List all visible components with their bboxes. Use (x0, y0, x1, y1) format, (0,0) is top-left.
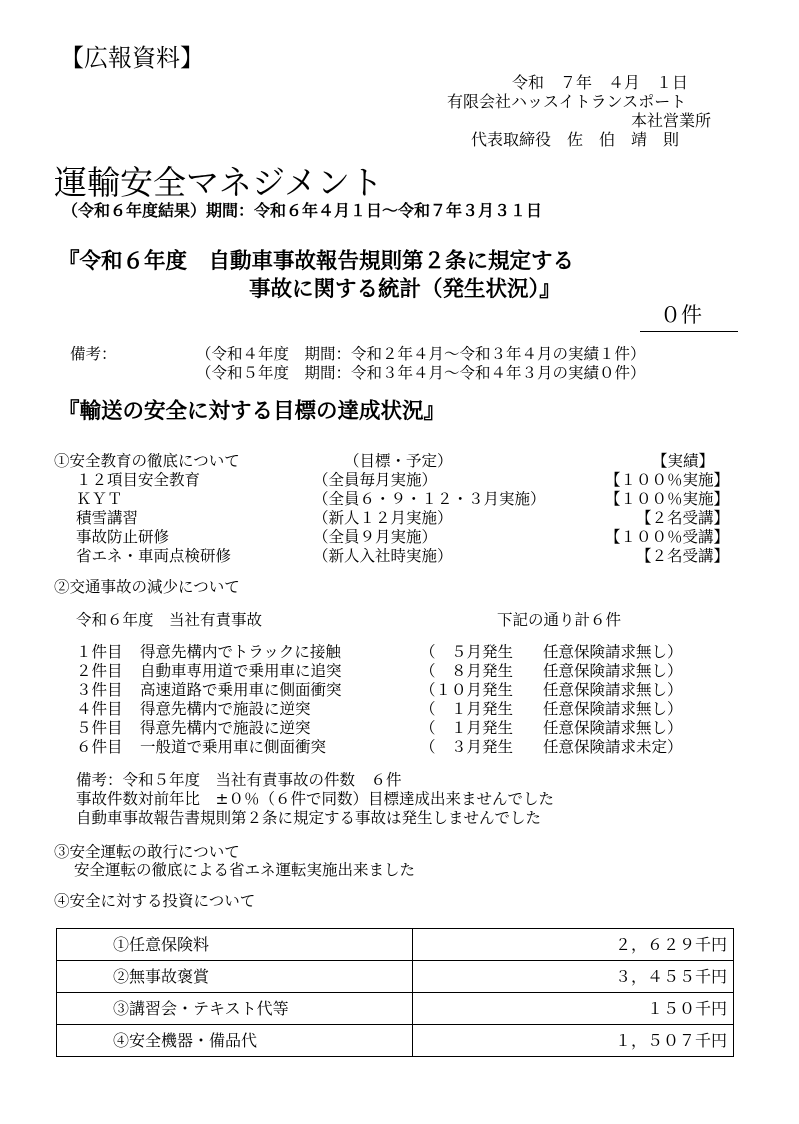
office-name: 本社営業所 (631, 111, 712, 130)
accident-month: （ ３月発生 (420, 738, 514, 756)
accident-no: ４件目 (76, 700, 123, 718)
table-row (57, 1025, 734, 1057)
investment-amount: １，５０７千円 (413, 1025, 734, 1057)
investment-table (56, 928, 734, 1057)
accident-insurance: 任意保険請求無し） (543, 681, 683, 699)
accident-desc: 得意先構内でトラックに接触 (140, 643, 341, 661)
accident-no: ３件目 (76, 681, 123, 699)
accident-no: １件目 (76, 643, 123, 661)
period-line: （令和６年度結果）期間：令和６年４月１日～令和７年３月３１日 (62, 201, 543, 220)
section1-plan-header: （目標・予定） (344, 452, 453, 470)
training-result: 【２名受講】 (635, 509, 729, 527)
training-result: 【１００％受講】 (604, 528, 729, 546)
accident-month: （ ８月発生 (420, 662, 514, 680)
accident-insurance: 任意保険請求無し） (543, 643, 683, 661)
accident-desc: 高速道路で乗用車に側面衝突 (140, 681, 342, 699)
accident-desc: 得意先構内で施設に逆突 (140, 700, 311, 718)
accident-note: 事故件数対前年比 ±０％（６件で同数）目標達成出来ませんでした (76, 790, 554, 808)
stats-heading-line1: 『令和６年度 自動車事故報告規則第２条に規定する (58, 249, 575, 274)
training-result: 【１００％実施】 (604, 490, 729, 508)
accident-insurance: 任意保険請求無し） (543, 662, 683, 680)
training-plan: （新人入社時実施） (313, 547, 453, 565)
goals-heading: 『輸送の安全に対する目標の達成状況』 (58, 399, 446, 424)
company-name: 有限会社ハッスイトランスポート (447, 92, 687, 111)
training-item: 省エネ・車両点検研修 (76, 547, 232, 565)
training-plan: （全員毎月実施） (313, 471, 438, 489)
investment-label: ②無事故褒賞 (57, 961, 413, 993)
accident-desc: 得意先構内で施設に逆突 (140, 719, 311, 737)
accident-note: 備考：令和５年度 当社有責事故の件数 ６件 (76, 771, 402, 789)
accident-note: 自動車事故報告書規則第２条に規定する事故は発生しませんでした (76, 809, 542, 827)
accident-insurance: 任意保険請求無し） (543, 719, 683, 737)
accident-no: ２件目 (76, 662, 123, 680)
training-plan: （全員６・９・１２・３月実施） (313, 490, 546, 508)
investment-amount: ３，４５５千円 (413, 961, 734, 993)
table-row (57, 961, 734, 993)
training-item: ＫＹＴ (76, 490, 123, 508)
training-plan: （全員９月実施） (313, 528, 438, 546)
section4-title: ④安全に対する投資について (54, 892, 256, 910)
investment-amount: １５０千円 (413, 993, 734, 1025)
accident-insurance: 任意保険請求無し） (543, 700, 683, 718)
table-row (57, 993, 734, 1025)
accident-month: （ １月発生 (420, 719, 514, 737)
accident-count: ０件 (660, 303, 702, 327)
section2-title: ②交通事故の減少について (54, 578, 240, 596)
stats-heading-line2: 事故に関する統計（発生状況）』 (249, 277, 561, 302)
accident-month: （ １月発生 (420, 700, 514, 718)
press-label: 【広報資料】 (60, 44, 204, 72)
investment-label: ③講習会・テキスト代等 (57, 993, 413, 1025)
accident-no: ５件目 (76, 719, 123, 737)
remark-item: （令和４年度 期間：令和２年４月～令和３年４月の実績１件） (196, 345, 646, 363)
remarks-label: 備考： (70, 345, 117, 363)
accident-no: ６件目 (76, 738, 123, 756)
training-item: １２項目安全教育 (76, 471, 201, 489)
accident-summary: 令和６年度 当社有責事故 (76, 611, 263, 629)
accident-insurance: 任意保険請求未定） (543, 738, 683, 756)
section1-title: ①安全教育の徹底について (54, 452, 240, 470)
accident-month: （１０月発生 (420, 681, 514, 699)
section3-title: ③安全運転の敢行について (54, 843, 240, 861)
training-result: 【２名受講】 (635, 547, 729, 565)
count-underline (640, 331, 738, 332)
representative: 代表取締役 佐 伯 靖 則 (471, 130, 680, 149)
remark-item: （令和５年度 期間：令和３年４月～令和４年３月の実績０件） (196, 364, 646, 382)
accident-desc: 自動車専用道で乗用車に追突 (140, 662, 342, 680)
training-item: 事故防止研修 (76, 528, 170, 546)
training-item: 積雪講習 (76, 509, 139, 527)
accident-total: 下記の通り計６件 (497, 611, 622, 629)
investment-label: ①任意保険料 (57, 929, 413, 961)
accident-desc: 一般道で乗用車に側面衝突 (140, 738, 327, 756)
accident-month: （ ５月発生 (420, 643, 514, 661)
table-row (57, 929, 734, 961)
training-plan: （新人１２月実施） (313, 509, 453, 527)
section1-result-header: 【実績】 (652, 452, 715, 470)
page-title: 運輸安全マネジメント (54, 163, 384, 202)
investment-label: ④安全機器・備品代 (57, 1025, 413, 1057)
training-result: 【１００％実施】 (604, 471, 729, 489)
issue-date: 令和 ７年 ４月 １日 (512, 73, 689, 92)
section3-text: 安全運転の徹底による省エネ運転実施出来ました (74, 861, 416, 879)
investment-amount: ２，６２９千円 (413, 929, 734, 961)
